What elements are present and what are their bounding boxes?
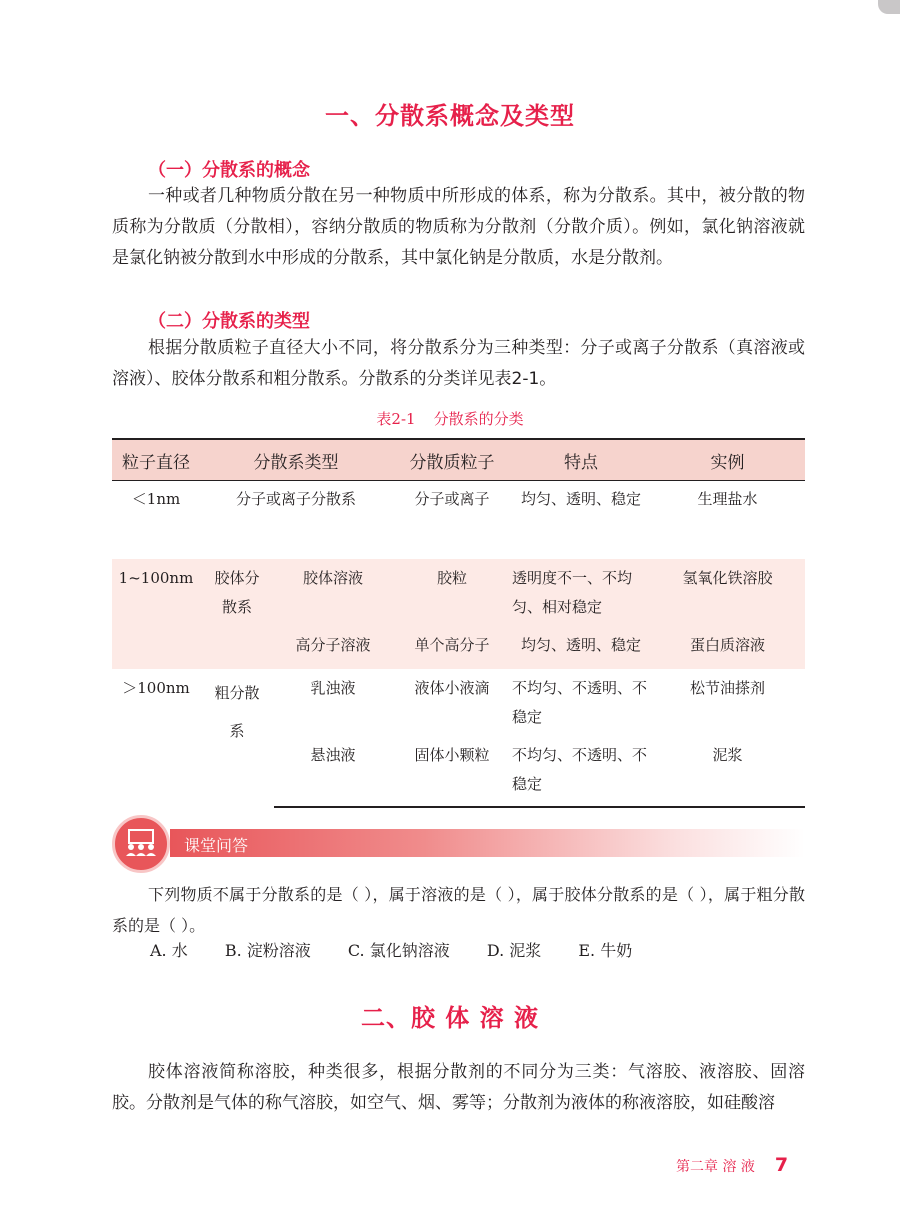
classification-table: [112, 438, 805, 808]
header-cell: 实例: [650, 439, 805, 481]
cell-feature: 不均匀、不透明、不稳定: [512, 678, 648, 726]
qa-options: [150, 938, 664, 961]
cell-example: 松节油搽剂: [689, 678, 765, 697]
table-row: [112, 559, 805, 629]
header-cell: 特点: [512, 439, 650, 481]
cell-example: 蛋白质溶液: [689, 635, 765, 654]
paragraph-types: 根据分散质粒子直径大小不同，将分散系分为三种类型：分子或离子分散系（真溶液或溶液）、胶体分散系和粗分散系。分散系的分类详见表2-1。: [112, 338, 805, 389]
qa-circle: [112, 815, 170, 873]
corner-mark: [878, 0, 900, 14]
paragraph-colloid: 胶体溶液简称溶胶，种类很多，根据分散剂的不同分为三类：气溶胶、液溶胶、固溶胶。分散剂是气体的称气溶胶，如空气、烟、雾等；分散剂为液体的称液溶胶，如硅酸溶: [112, 1062, 805, 1113]
cell-size: ＜1nm: [131, 490, 181, 508]
option-a: A. 水: [150, 941, 188, 960]
chapter-label: 第二章 溶 液: [676, 1159, 755, 1175]
cell-group: 胶体分散系: [214, 568, 260, 616]
qa-question: 下列物质不属于分散系的是（ ），属于溶液的是（ ），属于胶体分散系的是（ ），属于粗分散系的是（ ）。: [112, 885, 805, 935]
cell-feature: 不均匀、不透明、不稳定: [512, 740, 650, 807]
cell-type: 分子或离子分散系: [235, 490, 356, 508]
subsection-title-1: （一）分散系的概念: [148, 160, 310, 181]
table-header-row: [112, 439, 805, 481]
cell-size: 1~100nm: [118, 568, 194, 587]
option-d: D. 泥浆: [486, 941, 542, 960]
table-caption-title: 分散系的分类: [433, 410, 524, 428]
cell-particle: 液体小液滴: [414, 678, 490, 697]
cell-particle: 固体小颗粒: [392, 740, 512, 807]
cell-type: 悬浊液: [274, 740, 392, 807]
cell-example: 泥浆: [650, 740, 805, 807]
qa-label-bar: [170, 829, 805, 857]
qa-label: 课堂问答: [184, 836, 249, 855]
cell-example: 氢氧化铁溶胶: [682, 568, 773, 587]
cell-feature: 透明度不一、不均匀、相对稳定: [512, 568, 633, 616]
cell-feature: 均匀、透明、稳定: [520, 635, 641, 654]
page-number: 7: [774, 1154, 789, 1176]
cell-particle: 单个高分子: [414, 635, 490, 654]
header-cell: 分散系类型: [200, 439, 392, 481]
table-caption-number: 表2-1: [376, 410, 416, 428]
option-c: C. 氯化钠溶液: [347, 941, 450, 960]
header-cell: 分散质粒子: [392, 439, 512, 481]
option-e: E. 牛奶: [578, 941, 633, 960]
section-title-2: 二、胶 体 溶 液: [360, 1004, 540, 1032]
cell-type: 胶体溶液: [302, 568, 363, 587]
page-footer: [676, 1154, 788, 1176]
cell-particle: 分子或离子: [414, 490, 490, 508]
paragraph-definition: 一种或者几种物质分散在另一种物质中所形成的体系，称为分散系。其中，被分散的物质称为分散质（分散相），容纳分散质的物质称为分散剂（分散介质）。例如，氯化钠溶液就是氯化钠被分散到水中形成的分散系，其中氯化钠是分散质，水是分散剂。: [112, 186, 805, 268]
cell-size: ＞100nm: [122, 678, 190, 697]
header-cell: 粒子直径: [112, 439, 200, 481]
cell-group: 粗分散系: [214, 683, 260, 740]
table-row: [112, 481, 805, 559]
section-title-1: 一、分散系概念及类型: [325, 102, 575, 130]
classroom-icon: [115, 818, 167, 870]
table-row: [112, 669, 805, 740]
cell-type: 乳浊液: [310, 678, 356, 697]
option-b: B. 淀粉溶液: [224, 941, 311, 960]
cell-type: 高分子溶液: [295, 635, 371, 654]
cell-example: 生理盐水: [697, 490, 758, 508]
subsection-title-2: （二）分散系的类型: [148, 311, 310, 332]
classroom-qa-banner: [112, 813, 805, 873]
table-caption: [0, 408, 900, 429]
cell-particle: 胶粒: [436, 568, 467, 587]
cell-feature: 均匀、透明、稳定: [520, 490, 641, 508]
